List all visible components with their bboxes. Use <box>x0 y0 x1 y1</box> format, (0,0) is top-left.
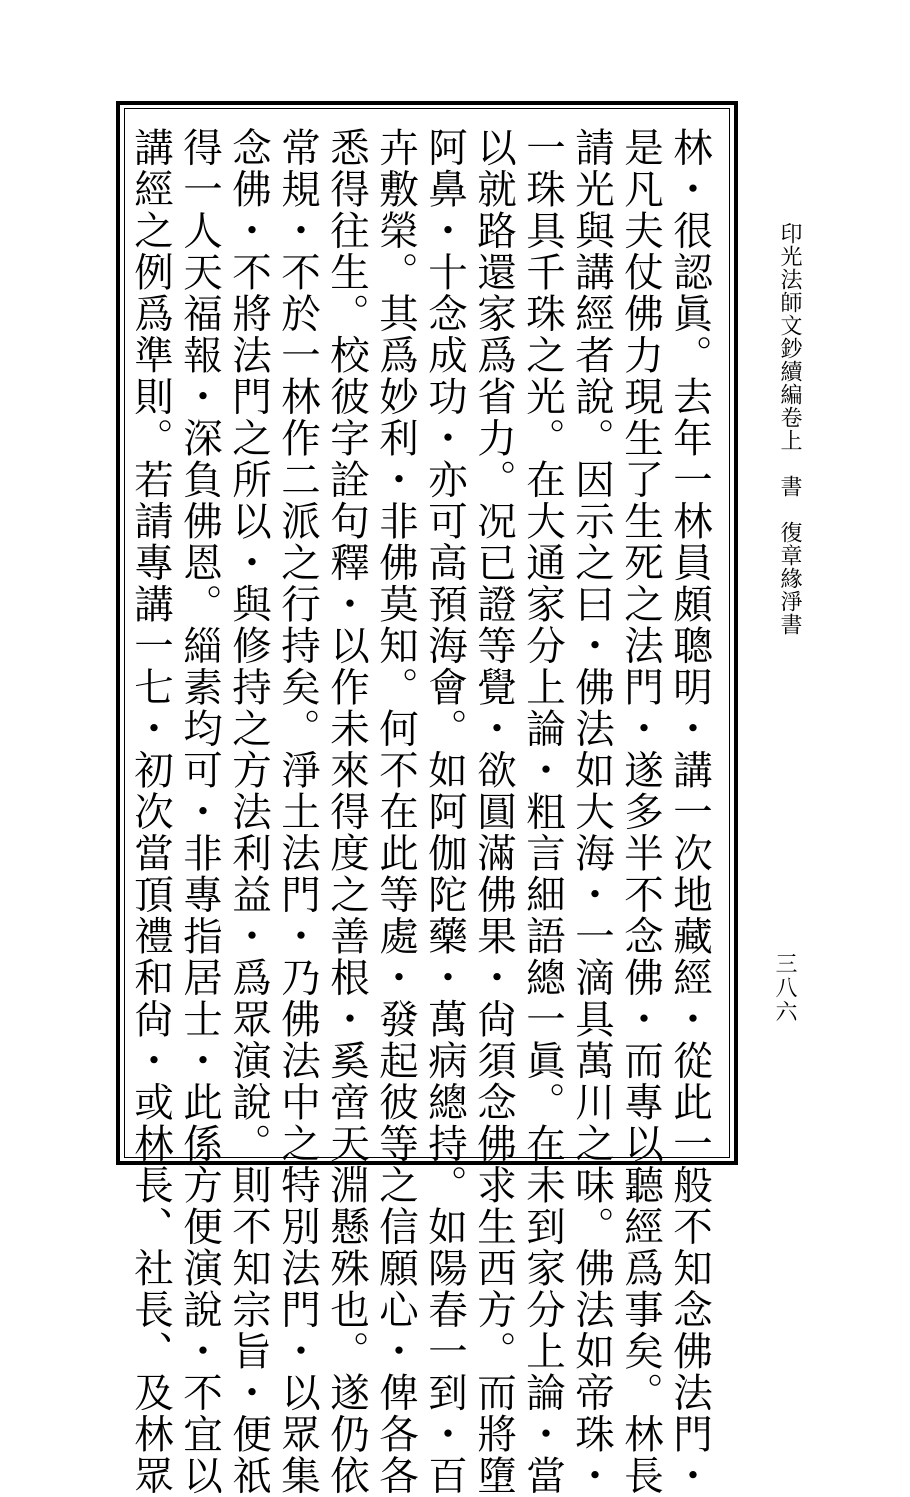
text-column: 是凡夫仗佛力現生了生死之法門・遂多半不念佛・而專以聽經爲事矣。林長 <box>618 127 664 1497</box>
text-column: 林・很認眞。去年一林員頗聰明・講一次地藏經・從此一般不知念佛法門・ <box>667 127 713 1497</box>
text-column: 講經之例爲準則。若請專講一七・初次當頂禮和尙・或林長、社長、及林眾 <box>128 127 174 1497</box>
body-text <box>128 127 714 1497</box>
text-column: 卉敷榮。其爲妙利・非佛莫知。何不在此等處・發起彼等之信願心・俾各各 <box>373 127 419 1497</box>
section-label: 書 <box>777 475 802 498</box>
running-header <box>764 222 804 642</box>
text-column: 常規・不於一林作二派之行持矣。淨土法門・乃佛法中之特別法門・以眾集 <box>275 127 321 1497</box>
book-title: 印光法師文鈔續編卷上 <box>777 222 802 452</box>
text-column: 阿鼻・十念成功・亦可高預海會。如阿伽陀藥・萬病總持。如陽春一到・百 <box>422 127 468 1497</box>
text-column: 得一人天福報・深負佛恩。緇素均可・非專指居士・此係方便演說・不宜以 <box>177 127 223 1497</box>
text-column: 以就路還家爲省力。况已證等覺・欲圓滿佛果・尙須念佛求生西方。而將墮 <box>471 127 517 1497</box>
text-column: 念佛・不將法門之所以・與修持之方法利益・爲眾演說。則不知宗旨・便祇 <box>226 127 272 1497</box>
page-number: 三八六 <box>772 952 797 1024</box>
text-column: 一珠具千珠之光。在大通家分上論・粗言細語總一眞。在未到家分上論・當 <box>520 127 566 1497</box>
text-column: 悉得往生。校彼字詮句釋・以作未來得度之善根・奚啻天淵懸殊也。遂仍依 <box>324 127 370 1497</box>
letter-title: 復章緣淨書 <box>777 521 802 636</box>
text-column: 請光與講經者說。因示之曰・佛法如大海・一滴具萬川之味。佛法如帝珠・ <box>569 127 615 1497</box>
